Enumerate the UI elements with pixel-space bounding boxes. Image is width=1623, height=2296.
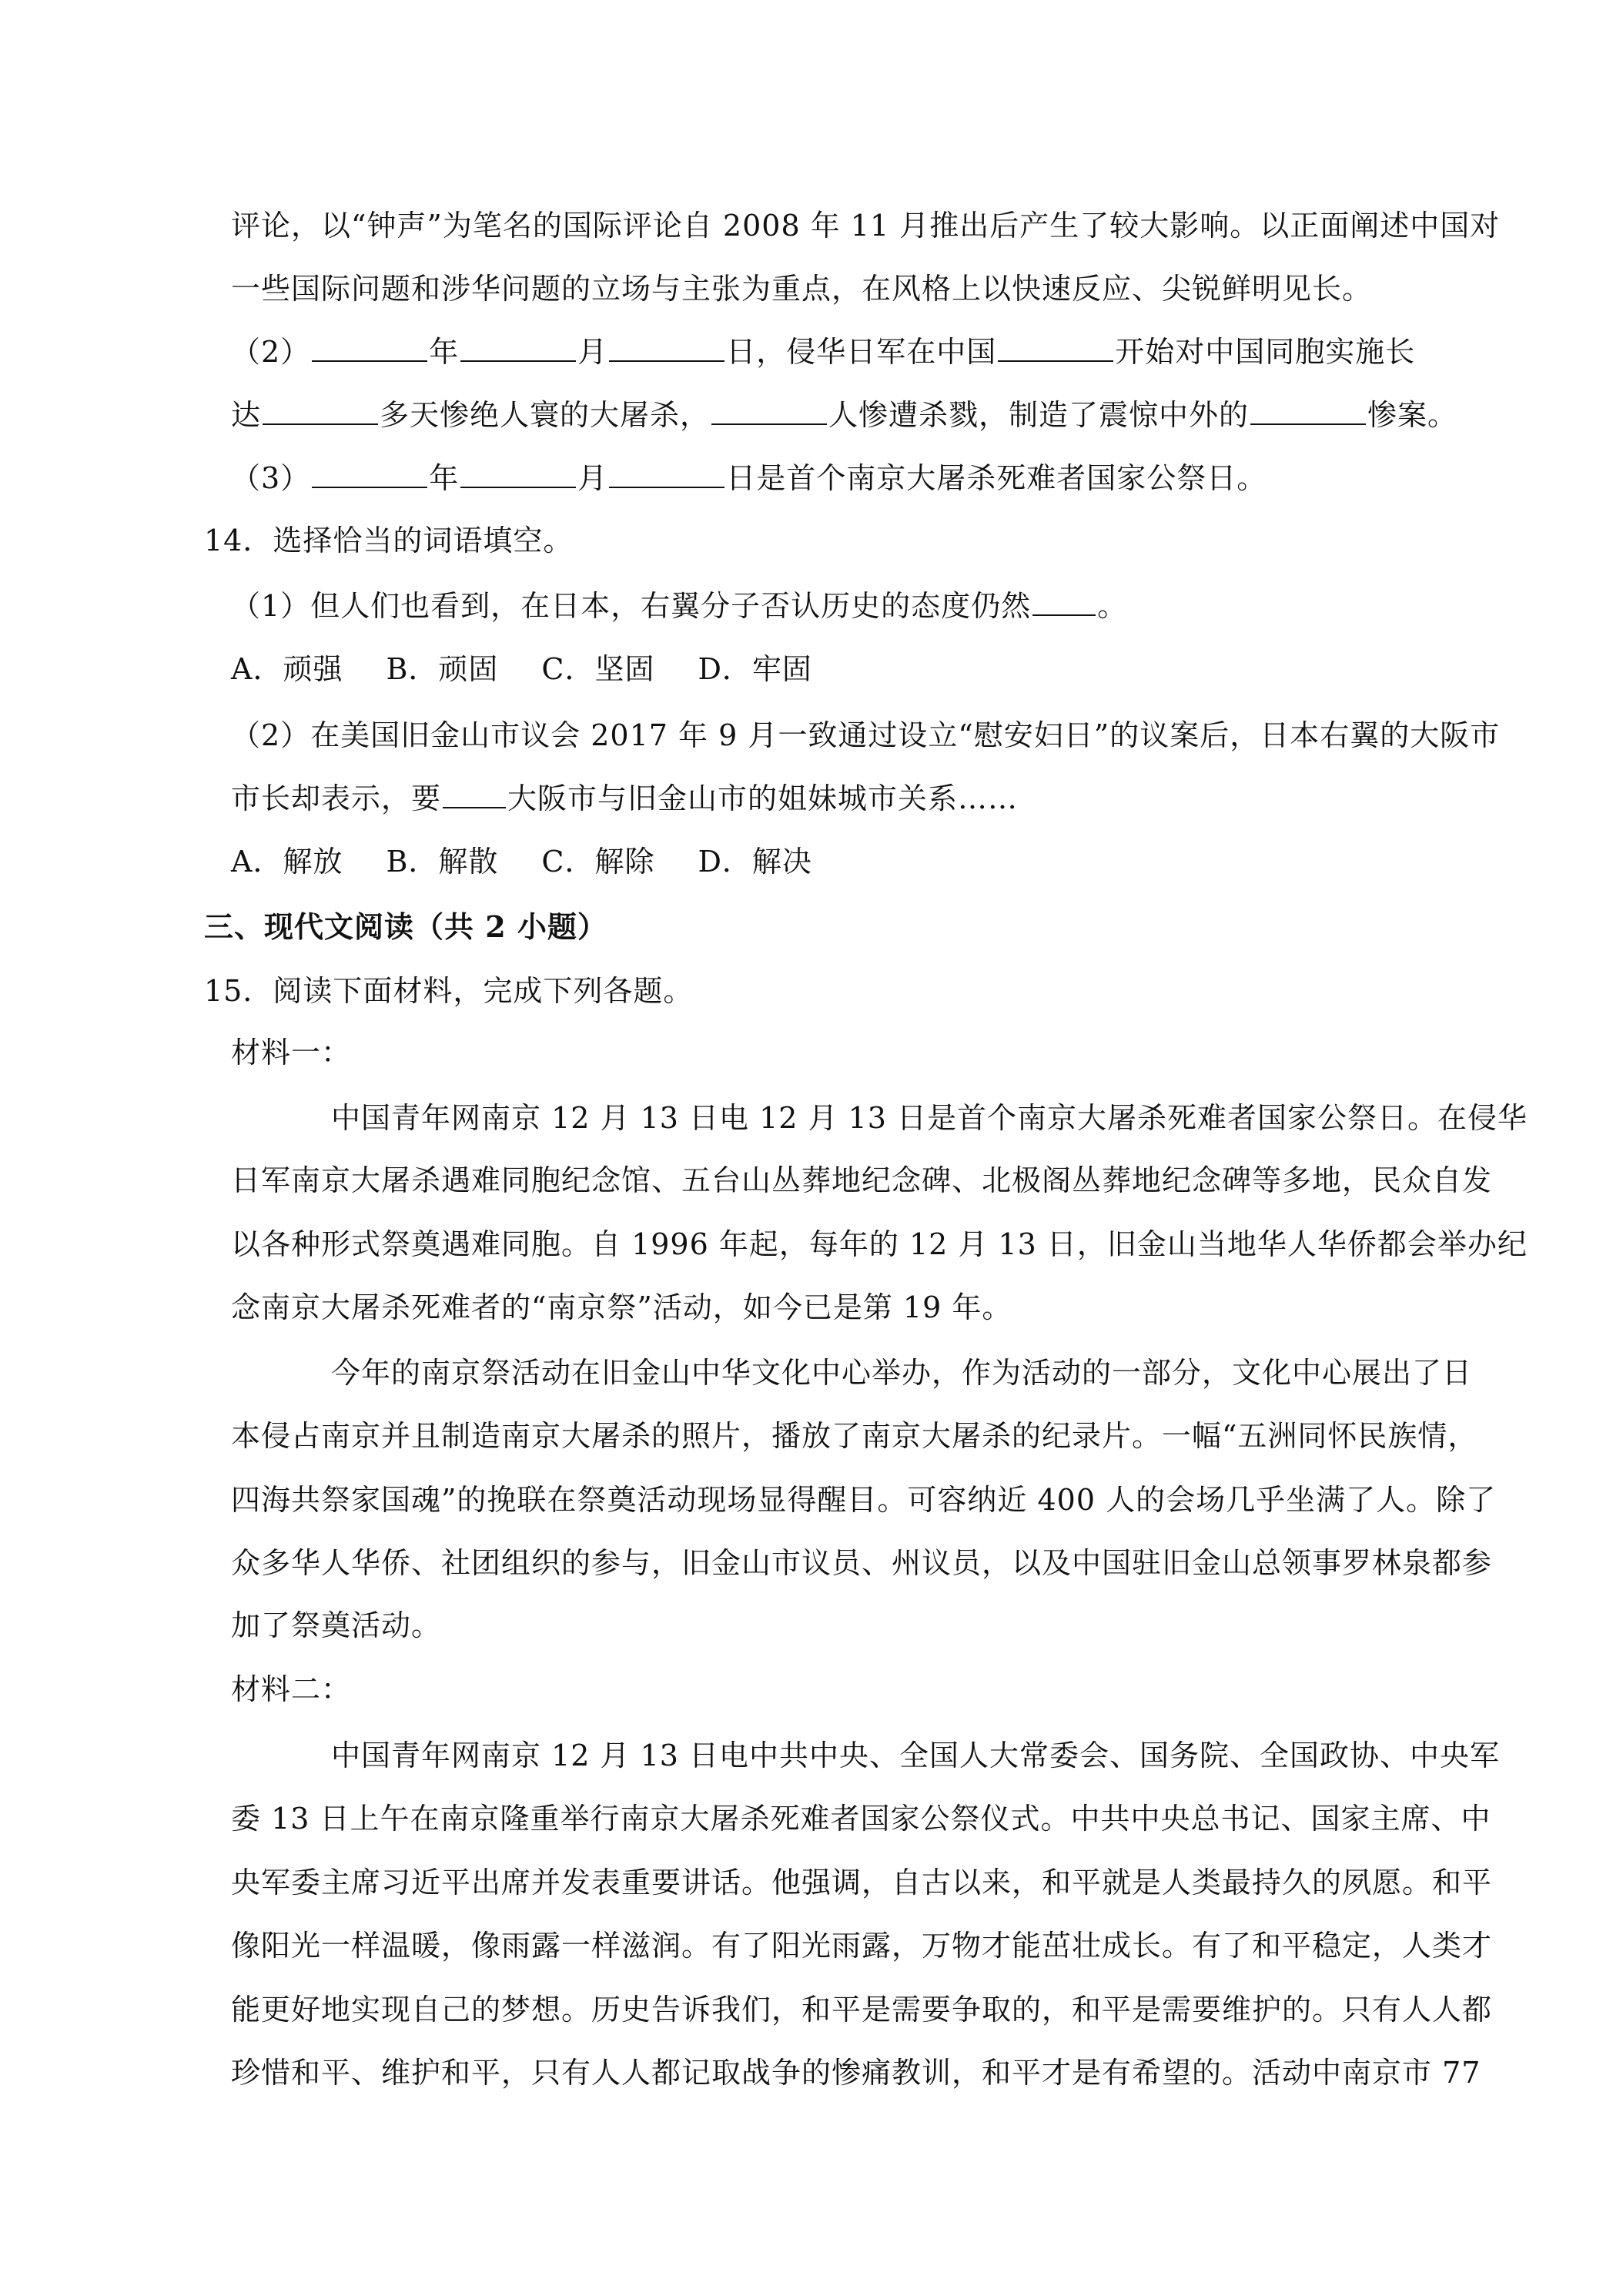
material-1-line: 以各种形式祭奠遇难同胞。自 1996 年起，每年的 12 月 13 日，旧金山当地华人华侨都会举办纪 bbox=[231, 1227, 1528, 1261]
option-a[interactable]: A．解放 bbox=[231, 845, 343, 879]
answer-blank-massacre-name[interactable] bbox=[1250, 397, 1366, 425]
answer-blank-year[interactable] bbox=[312, 460, 427, 488]
q13-part2-number: （2） bbox=[231, 335, 311, 369]
text: 年 bbox=[429, 335, 460, 369]
answer-blank-day[interactable] bbox=[609, 460, 724, 488]
material-1-line: 众多华人华侨、社团组织的参与，旧金山市议员、州议员，以及中国驻旧金山总领事罗林泉都参 bbox=[231, 1546, 1493, 1580]
material-2-line: 中国青年网南京 12 月 13 日电中共中央、全国人大常委会、国务院、全国政协、中央军 bbox=[331, 1739, 1501, 1772]
text: 市长却表示，要 bbox=[231, 782, 442, 815]
text: 惨案。 bbox=[1367, 398, 1458, 432]
q13-part2-line1 bbox=[231, 333, 1415, 371]
section-heading: 三、现代文阅读（共 2 小题） bbox=[204, 909, 607, 944]
material-1-line: 中国青年网南京 12 月 13 日电 12 月 13 日是首个南京大屠杀死难者国家公祭日。在侵华 bbox=[331, 1101, 1528, 1135]
material-2-line: 像阳光一样温暖，像雨露一样滋润。有了阳光雨露，万物才能茁壮成长。有了和平稳定，人类才 bbox=[231, 1929, 1493, 1963]
text: 月 bbox=[577, 461, 608, 495]
text: 日是首个南京大屠杀死难者国家公祭日。 bbox=[726, 461, 1267, 495]
material-1-line: 加了祭奠活动。 bbox=[231, 1608, 442, 1642]
text: 月 bbox=[577, 335, 608, 369]
text: 人惨遭杀戮，制造了震惊中外的 bbox=[828, 398, 1250, 432]
q14-part2-options bbox=[231, 842, 812, 881]
question-14-stem: 14．选择恰当的词语填空。 bbox=[204, 524, 574, 557]
question-15-stem: 15．阅读下面材料，完成下列各题。 bbox=[204, 974, 694, 1008]
text: 开始对中国同胞实施长 bbox=[1115, 335, 1416, 369]
material-2-line: 委 13 日上午在南京隆重举行南京大屠杀死难者国家公祭仪式。中共中央总书记、国家主席、中 bbox=[231, 1802, 1491, 1836]
material-1-label: 材料一： bbox=[231, 1036, 352, 1069]
answer-blank[interactable] bbox=[443, 781, 506, 808]
q14-part2-line2 bbox=[231, 779, 1018, 818]
text: 多天惨绝人寰的大屠杀， bbox=[380, 398, 711, 432]
answer-blank-month[interactable] bbox=[460, 334, 576, 362]
answer-blank-year[interactable] bbox=[312, 334, 427, 362]
material-1-line: 今年的南京祭活动在旧金山中华文化中心举办，作为活动的一部分，文化中心展出了日 bbox=[331, 1356, 1473, 1390]
option-b[interactable]: B．顽固 bbox=[386, 652, 499, 686]
material-2-line: 珍惜和平、维护和平，只有人人都记取战争的惨痛教训，和平才是有希望的。活动中南京市 77 bbox=[231, 2056, 1481, 2090]
answer-blank-day[interactable] bbox=[609, 334, 724, 362]
material-2-line: 能更好地实现自己的梦想。历史告诉我们，和平是需要争取的，和平是需要维护的。只有人人都 bbox=[231, 1993, 1493, 2027]
continued-paragraph-line: 评论，以“钟声”为笔名的国际评论自 2008 年 11 月推出后产生了较大影响。以正面阐述中国对 bbox=[231, 209, 1501, 243]
material-1-line: 念南京大屠杀死难者的“南京祭”活动，如今已是第 19 年。 bbox=[231, 1290, 1012, 1324]
answer-blank-city[interactable] bbox=[998, 334, 1113, 362]
text: （1）但人们也看到，在日本，右翼分子否认历史的态度仍然 bbox=[231, 589, 1032, 623]
q13-part3-number: （3） bbox=[231, 461, 311, 495]
continued-paragraph-line: 一些国际问题和涉华问题的立场与主张为重点，在风格上以快速反应、尖锐鲜明见长。 bbox=[231, 272, 1373, 306]
option-b[interactable]: B．解散 bbox=[386, 845, 499, 879]
material-1-line: 四海共祭家国魂”的挽联在祭奠活动现场显得醒目。可容纳近 400 人的会场几乎坐满了人。除了 bbox=[231, 1483, 1497, 1517]
option-c[interactable]: C．坚固 bbox=[541, 652, 655, 686]
q13-part2-line2 bbox=[231, 396, 1457, 434]
text: 日，侵华日军在中国 bbox=[726, 335, 997, 369]
text: 达 bbox=[231, 398, 262, 432]
q14-part1-options bbox=[231, 650, 812, 688]
q14-part2-line1: （2）在美国旧金山市议会 2017 年 9 月一致通过设立“慰安妇日”的议案后，日本右翼的大阪市 bbox=[231, 718, 1501, 752]
option-d[interactable]: D．牢固 bbox=[698, 652, 812, 686]
answer-blank-days[interactable] bbox=[263, 397, 378, 425]
answer-blank-month[interactable] bbox=[460, 460, 576, 488]
answer-blank[interactable] bbox=[1032, 588, 1096, 616]
text: 。 bbox=[1097, 589, 1128, 623]
option-c[interactable]: C．解除 bbox=[541, 845, 655, 879]
option-d[interactable]: D．解决 bbox=[698, 845, 812, 879]
text: 大阪市与旧金山市的姐妹城市关系…… bbox=[507, 782, 1019, 815]
text: 年 bbox=[429, 461, 460, 495]
material-2-label: 材料二： bbox=[231, 1672, 352, 1706]
material-2-line: 央军委主席习近平出席并发表重要讲话。他强调，自古以来，和平就是人类最持久的夙愿。和平 bbox=[231, 1866, 1493, 1899]
material-1-line: 本侵占南京并且制造南京大屠杀的照片，播放了南京大屠杀的纪录片。一幅“五洲同怀民族情， bbox=[231, 1419, 1478, 1453]
q13-part3-line bbox=[231, 459, 1267, 497]
material-1-line: 日军南京大屠杀遇难同胞纪念馆、五台山丛葬地纪念碑、北极阁丛葬地纪念碑等多地，民众自发 bbox=[231, 1163, 1493, 1197]
option-a[interactable]: A．顽强 bbox=[231, 652, 343, 686]
answer-blank-victims[interactable] bbox=[711, 397, 827, 425]
q14-part1 bbox=[231, 587, 1127, 625]
